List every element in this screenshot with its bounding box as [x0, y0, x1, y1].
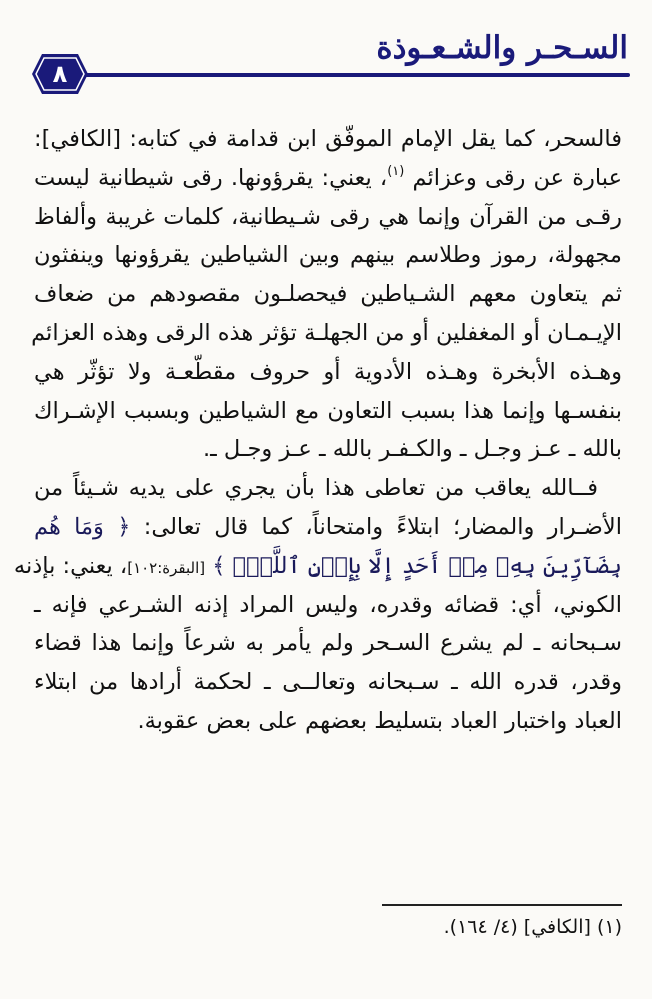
text-line: سـبحانه ـ لم يشرع السـحر ولم يأمر به شرعاً وإنما هذا قضاء [34, 630, 622, 657]
page-number: ٨ [52, 60, 68, 88]
page-header [0, 0, 652, 110]
book-title: السـحـر والشـعـوذة [376, 30, 628, 66]
text-line: وهـذه الأبخرة وهـذه الأدوية أو حروف مقطّعـة ولا تؤثّر هي [34, 358, 622, 385]
header-rule [82, 73, 630, 77]
text-line: الإيـمـان أو المغفلين أو من الجهلـة تؤثر هذه الرقى وهذه العزائم [31, 319, 622, 346]
text-line: بالله ـ عـز وجـل ـ والكـفـر بالله ـ عـز وجـل ـ. [202, 436, 622, 463]
text-line: فالسحر، كما يقل الإمام الموفّق ابن قدامة في كتابه: [الكافي]: [34, 126, 622, 152]
footnote-marker[interactable]: (١) [387, 163, 405, 179]
text-line: وقدر، قدره الله ـ سـبحانه وتعالــى ـ لحكمة أرادها من ابتلاء [34, 669, 622, 696]
footnote-divider [382, 904, 622, 906]
text-line: رقـى من القرآن وإنما هي رقى شـيطانية، كلمات غريبة وألفاظ [34, 203, 622, 230]
text-segment: ، يعني: بإذنه [13, 552, 128, 579]
text-segment: ، يعني: يقرؤونها. رقى شيطانية ليست [34, 164, 388, 191]
text-line [13, 547, 622, 586]
text-line: العباد واختبار العباد بتسليط بعضهم على بعض عقوبة. [137, 707, 622, 734]
quran-verse: بِضَآرِّينَ بِهِۦ مِنۡ أَحَدٍ إِلَّا بِإِذۡنِ ٱللَّهِۚ ﴾ [212, 552, 622, 579]
text-line: فــالله يعاقب من تعاطى هذا بأن يجري على يديه شـيئاً من [34, 475, 598, 502]
text-line: ثم يتعاون معهم الشـياطين فيحصلـون مقصودهم من ضعاف [34, 281, 622, 308]
text-line: الكوني، أي: قضائه وقدره، وليس المراد إذنه الشـرعي فإنه ـ [34, 591, 622, 618]
text-segment: عبارة عن رقى وعزائم [412, 164, 622, 191]
text-segment: الأضـرار والمضار؛ ابتلاءً وامتحاناً، كما قال تعالى: [143, 513, 622, 540]
page-number-badge [30, 52, 90, 96]
text-line [34, 159, 622, 198]
quran-verse-start: ﴿ وَمَا هُم [34, 513, 131, 540]
text-line [34, 508, 622, 547]
verse-citation: [البقرة:١٠٢] [127, 558, 206, 577]
text-line: مجهولة، رموز وطلاسم بينهم وبين الشياطين يقرؤونها وينفثون [34, 242, 622, 269]
footnote: (١) [الكافي] (٤/ ١٦٤). [443, 916, 622, 938]
body-text [13, 120, 622, 741]
text-line: بنفسـها وإنما هذا بسبب التعاون مع الشياطين وبسبب الإشـراك [34, 397, 622, 424]
